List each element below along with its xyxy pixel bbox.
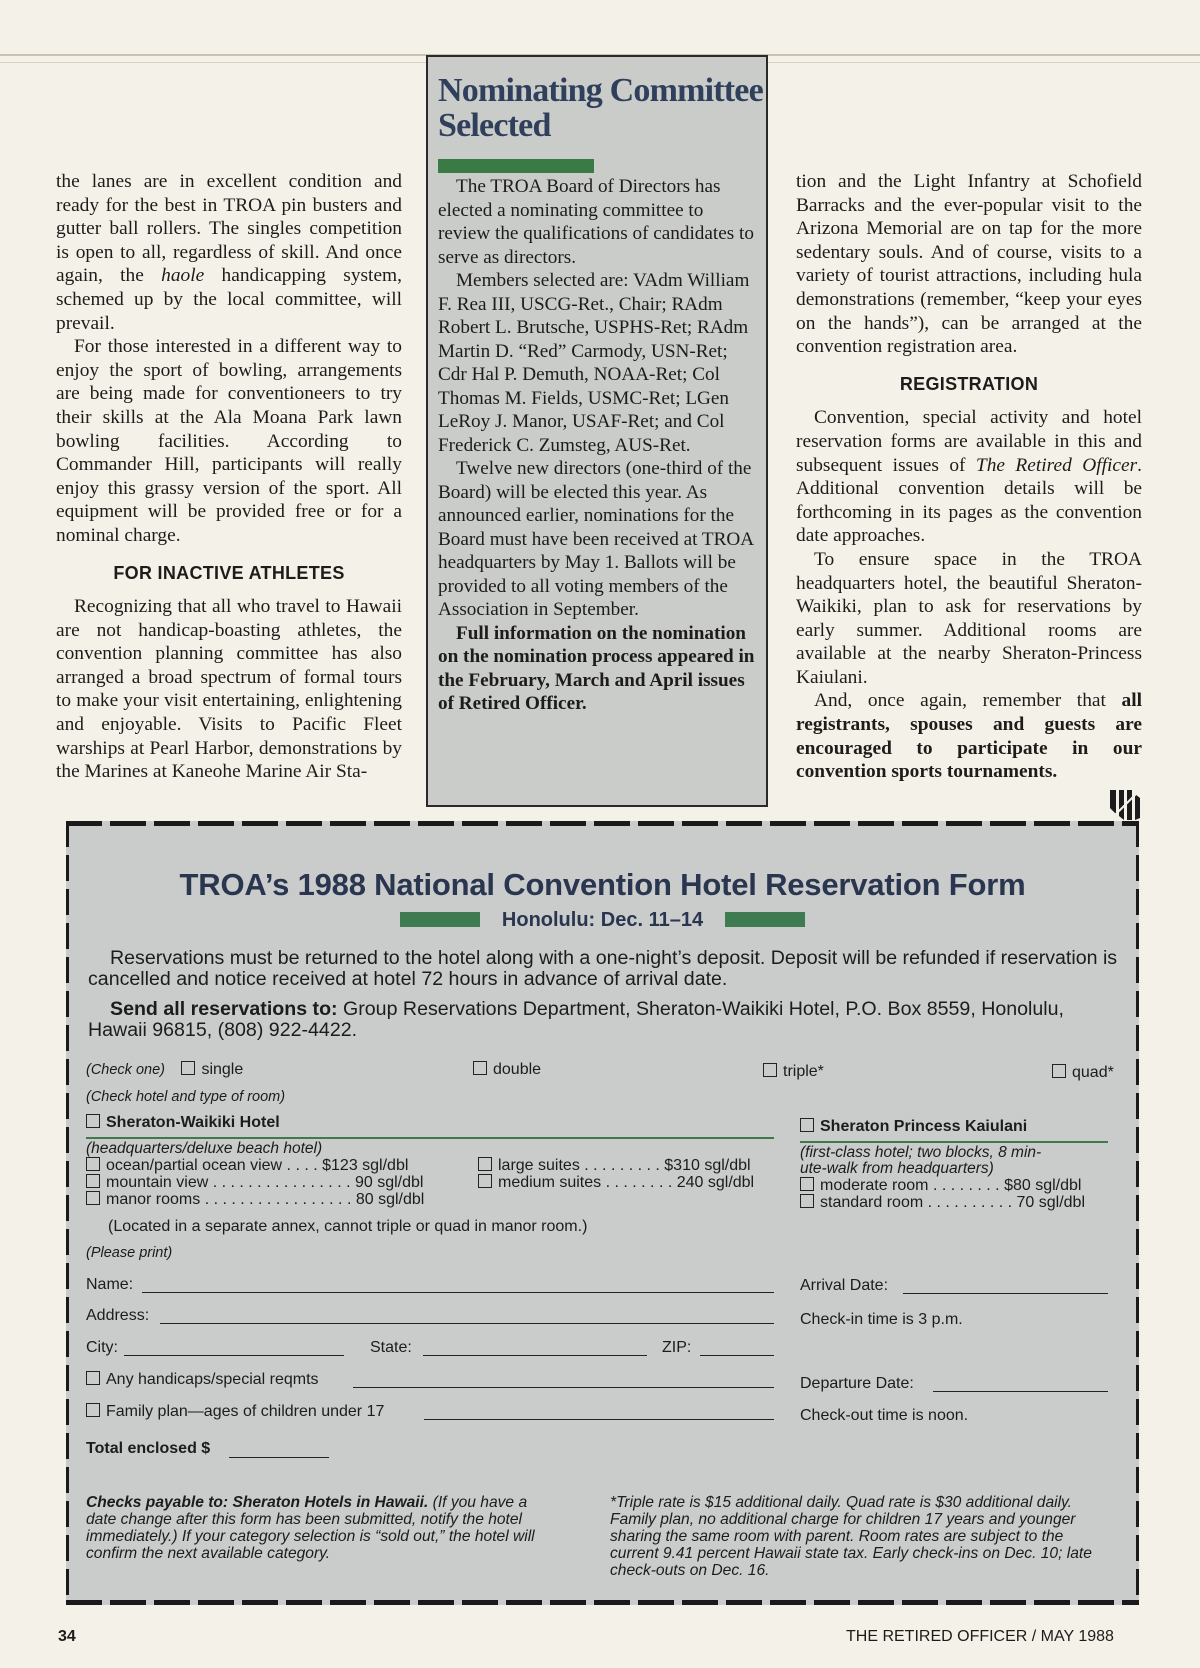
checkbox[interactable]: [800, 1194, 814, 1208]
checks-payable-note: Checks payable to: Sheraton Hotels in Hawaii. (If you have a date change after this form has been submitted, notify the hotel immediately.) If your category selection is “sold out,” the hotel will confirm the next available category.: [86, 1494, 535, 1562]
section-heading: FOR INACTIVE ATHLETES: [113, 562, 345, 583]
form-intro: [88, 948, 1120, 1050]
checkbox[interactable]: [86, 1157, 100, 1171]
emphasis: haole: [161, 265, 205, 287]
paragraph: tion and the Light Infantry at Schofield Barracks and the ever-popular visit to the Arizona Memorial are on tap for the more sedentary souls. And of course, visits to a variety of tourist attractions, including hula demonstrations (remember, “keep your eyes on the hands”), can be arranged at the convention registration area.: [796, 171, 1142, 358]
arrival-label: Arrival Date:: [800, 1277, 889, 1294]
checkbox[interactable]: [86, 1174, 100, 1188]
reservation-form: [66, 821, 1139, 1605]
accent-bar: [438, 159, 594, 173]
state-label: State:: [370, 1339, 412, 1356]
form-border-right: [1136, 821, 1139, 1605]
hotel-option-princess-kaiulani[interactable]: Sheraton Princess Kaiulani: [800, 1118, 1027, 1136]
form-border-left: [66, 821, 69, 1605]
single-checkbox[interactable]: [181, 1061, 195, 1075]
room-option-ocean[interactable]: ocean/partial ocean view . . . . $123 sgl/dbl: [86, 1157, 424, 1174]
quad-checkbox[interactable]: [1052, 1064, 1066, 1078]
hotel-option-sheraton-waikiki[interactable]: Sheraton-Waikiki Hotel: [86, 1114, 280, 1132]
name-label: Name:: [86, 1276, 134, 1293]
hotel-kaiulani-checkbox[interactable]: [800, 1118, 814, 1132]
annex-note: (Located in a separate annex, cannot triple or quad in manor room.): [108, 1218, 588, 1235]
handicaps-field[interactable]: [353, 1387, 774, 1388]
quad-option[interactable]: quad*: [1052, 1064, 1114, 1082]
handicaps-checkbox[interactable]: [86, 1371, 100, 1385]
room-option-medium-suites[interactable]: medium suites . . . . . . . . 240 sgl/dbl: [478, 1174, 754, 1191]
article-column-right: [796, 170, 1142, 784]
triple-option[interactable]: triple*: [763, 1063, 824, 1081]
paragraph: Reservations must be returned to the hotel along with a one-night’s deposit. Deposit will be refunded if reservation is cancelled and notice received at hotel 72 hours in advance of arrival date.: [88, 947, 1118, 990]
double-option[interactable]: double: [473, 1061, 541, 1079]
rate-footnote: *Triple rate is $15 additional daily. Quad rate is $30 additional daily. Family plan, no additional charge for children 17 years and younger sharing the same room with parent. Room rates are subject to the current 9.41 percent Hawaii state tax. Early check-ins on Dec. 10; late check-outs on Dec. 16.: [610, 1494, 1092, 1579]
room-option-manor[interactable]: manor rooms . . . . . . . . . . . . . . . . . 80 sgl/dbl: [86, 1191, 424, 1208]
paragraph: the lanes are in excellent condition and ready for the best in TROA pin busters and gutter ball rollers. The singles competition is open to all, regardless of skill. And once again, the haole handicapping system, schemed up by the local committee, will prevail.: [56, 171, 402, 334]
room-option-standard[interactable]: standard room . . . . . . . . . . 70 sgl/dbl: [800, 1194, 1085, 1211]
paragraph: Members selected are: VAdm William F. Rea III, USCG-Ret., Chair; RAdm Robert L. Brutsche, USPHS-Ret; RAdm Martin D. “Red” Carmody, USN-Ret; Cdr Hal P. Demuth, NOAA-Ret; Col Thomas M. Fields, USMC-Ret; LGen LeRoy J. Manor, USAF-Ret; and Col Frederick C. Zumsteg, AUS-Ret.: [438, 270, 750, 456]
accent-bar: [400, 912, 480, 927]
zip-field[interactable]: [700, 1355, 774, 1356]
state-field[interactable]: [423, 1355, 647, 1356]
paragraph: Twelve new directors (one-third of the Board) will be elected this year. As announced earlier, nominations for the Board must have been received at TROA headquarters by May 1. Ballots will be provided to all voting members of the Association in September.: [438, 458, 754, 620]
hotel-waikiki-checkbox[interactable]: [86, 1114, 100, 1128]
name-field[interactable]: [142, 1292, 774, 1293]
form-title: TROA’s 1988 National Convention Hotel Reservation Form: [179, 867, 1026, 902]
room-option-moderate[interactable]: moderate room . . . . . . . . $80 sgl/dbl: [800, 1177, 1085, 1194]
double-checkbox[interactable]: [473, 1061, 487, 1075]
total-label: Total enclosed $: [86, 1440, 211, 1457]
checkbox[interactable]: [478, 1174, 492, 1188]
page-number: 34: [58, 1628, 76, 1645]
hotel1-rooms: (headquarters/deluxe beach hotel) ocean/partial ocean view . . . . $123 sgl/dbl mountain view . . . . . . . . . . . . . . . . 90 sgl/dbl manor rooms . . . . . . . . . . . . . . . . . 80 sgl/dbl: [86, 1140, 425, 1208]
zip-label: ZIP:: [662, 1339, 692, 1356]
suite-rooms: [478, 1157, 754, 1191]
form-border-bottom: [66, 1600, 1139, 1605]
single-option[interactable]: single: [181, 1061, 243, 1078]
address-label: Address:: [86, 1307, 150, 1324]
family-plan-field[interactable]: [424, 1419, 774, 1420]
checkin-note: Check-in time is 3 p.m.: [800, 1311, 963, 1328]
city-field[interactable]: [124, 1355, 344, 1356]
family-plan-checkbox[interactable]: [86, 1403, 100, 1417]
form-border-top: [66, 821, 1139, 826]
sidebar-box: [426, 55, 768, 807]
paragraph: For those interested in a different way to enjoy the sport of bowling, arrangements are being made for conventioneers to try their skills at the Ala Moana Park lawn bowling facilities. According to Commander Hill, participants will really enjoy this grassy version of the sport. All equipment will be provided free or for a nominal charge.: [56, 336, 402, 546]
departure-label: Departure Date:: [800, 1375, 914, 1392]
triple-checkbox[interactable]: [763, 1063, 777, 1077]
arrival-date-field[interactable]: [903, 1293, 1108, 1294]
checkbox[interactable]: [86, 1191, 100, 1205]
checkbox[interactable]: [800, 1177, 814, 1191]
sidebar-title: Nominating Committee Selected: [438, 72, 763, 144]
form-subtitle: Honolulu: Dec. 11–14: [66, 909, 1139, 932]
divider: [86, 1137, 774, 1139]
publication-footer: THE RETIRED OFFICER / MAY 1988: [846, 1628, 1114, 1645]
room-option-large-suites[interactable]: large suites . . . . . . . . . $310 sgl/dbl: [478, 1157, 754, 1174]
paragraph: The TROA Board of Directors has elected a nominating committee to review the qualifications of candidates to serve as directors.: [438, 176, 754, 268]
accent-bar: [725, 912, 805, 927]
city-label: City:: [86, 1339, 118, 1356]
checkbox[interactable]: [478, 1157, 492, 1171]
paragraph: Recognizing that all who travel to Hawaii are not handicap-boasting athletes, the convention planning committee has also arranged a broad spectrum of formal tours to make your visit entertaining, enlightening and enjoyable. Visits to Pacific Fleet warships at Pearl Harbor, demonstrations by the Marines at Kaneohe Marine Air Sta-: [56, 596, 402, 783]
room-option-mountain[interactable]: mountain view . . . . . . . . . . . . . . . . 90 sgl/dbl: [86, 1174, 424, 1191]
hotel2-rooms: (first-class hotel; two blocks, 8 min- ute-walk from headquarters) moderate room . . . . . . . . $80 sgl/dbl standard room . . . . . . . . . . 70 sgl/dbl: [800, 1144, 1086, 1211]
checkout-note: Check-out time is noon.: [800, 1407, 969, 1424]
divider: [800, 1141, 1108, 1143]
end-mark-icon: [1108, 788, 1142, 822]
address-field[interactable]: [160, 1323, 774, 1324]
departure-date-field[interactable]: [933, 1391, 1108, 1392]
sidebar-body: [438, 175, 758, 716]
handicaps-option[interactable]: Any handicaps/special reqmts: [86, 1371, 319, 1389]
section-heading: REGISTRATION: [899, 373, 1039, 394]
paragraph: To ensure space in the TROA headquarters hotel, the beautiful Sheraton-Waikiki, plan to ask for reservations by early summer. Additional rooms are available at the nearby Sheraton-Princess Kaiulani.: [796, 548, 1142, 688]
paragraph: Convention, special activity and hotel reservation forms are available in this and subsequent issues of The Retired Officer. Additional convention details will be forthcoming in its pages as the convention date approaches.: [796, 407, 1142, 547]
room-type-row: (Check one) single: [86, 1061, 244, 1078]
paragraph: And, once again, remember that all registrants, spouses and guests are encouraged to participate in our convention sports tournaments.: [796, 690, 1142, 783]
please-print-label: (Please print): [86, 1245, 173, 1261]
check-hotel-label: (Check hotel and type of room): [86, 1089, 286, 1105]
paragraph: Full information on the nomination on the nomination process appeared in the February, March and April issues of Retired Officer.: [438, 622, 755, 714]
article-column-left: [56, 170, 402, 784]
total-field[interactable]: [229, 1457, 329, 1458]
paragraph: Send all reservations to: Group Reservations Department, Sheraton-Waikiki Hotel, P.O. Box 8559, Honolulu, Hawaii 96815, (808) 922-4422.: [88, 998, 1064, 1041]
emphasis: The Retired Officer: [975, 454, 1138, 476]
family-plan-option[interactable]: Family plan—ages of children under 17: [86, 1403, 384, 1421]
